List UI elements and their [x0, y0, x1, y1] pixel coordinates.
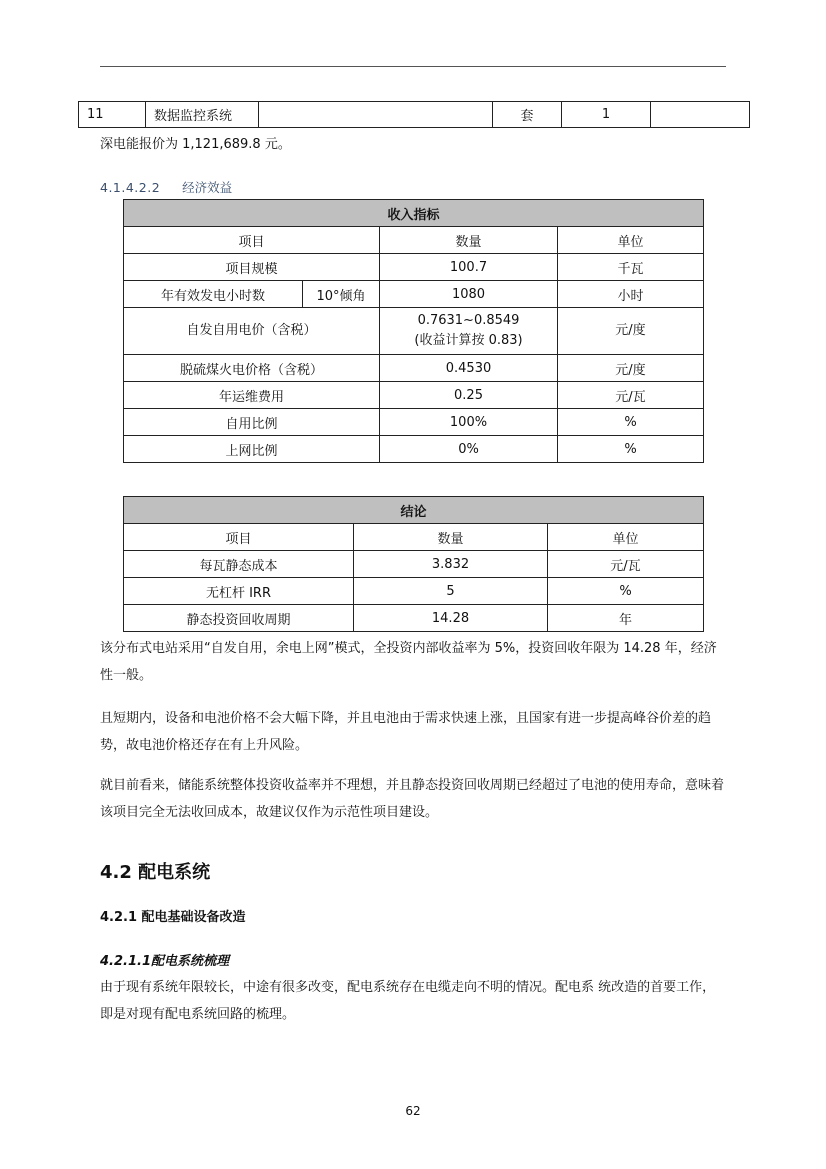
paragraph-recommendation: 就目前看来，储能系统整体投资收益率并不理想，并且静态投资回收周期已经超过了电池的使用寿命，意味着该项目完全无法收回成本，故建议仅作为示范性项目建设。	[100, 778, 725, 820]
row-value: 0%	[380, 436, 558, 463]
row-value: 0.7631~0.8549	[417, 313, 520, 328]
row-value: 14.28	[354, 605, 548, 632]
row-item: 无杠杆 IRR	[124, 578, 354, 605]
header-value: 数量	[354, 524, 548, 551]
table-row	[124, 308, 704, 355]
row-value: 0.25	[380, 382, 558, 409]
header-value: 数量	[380, 227, 558, 254]
income-table	[123, 199, 704, 463]
table-row	[124, 382, 704, 409]
heading-section: 4.2 配电系统	[100, 862, 211, 883]
header-unit: 单位	[548, 524, 704, 551]
table-row	[124, 281, 704, 308]
row-item: 每瓦静态成本	[124, 551, 354, 578]
row-unit: 小时	[558, 281, 704, 308]
conclusion-table-title: 结论	[124, 497, 704, 524]
row-unit: 元/瓦	[548, 551, 704, 578]
table-row	[124, 578, 704, 605]
row-item: 年运维费用	[124, 382, 380, 409]
paragraph-risk: 且短期内，设备和电池价格不会大幅下降，并且电池由于需求快速上涨，且国家有进一步提高峰谷价差的趋势，故电池价格还存在有上升风险。	[100, 711, 712, 753]
cell-spec	[259, 102, 493, 128]
price-text: 深电能报价为 1,121,689.8 元。	[100, 137, 291, 152]
equipment-table	[78, 101, 750, 128]
row-value-note: (收益计算按 0.83)	[414, 333, 523, 348]
header-rule	[100, 66, 726, 67]
row-value: 0.4530	[380, 355, 558, 382]
paragraph-summary: 该分布式电站采用“自发自用，余电上网”模式，全投资内部收益率为 5%，投资回收年限为 14.28 年，经济性一般。	[100, 641, 717, 683]
row-value: 5	[354, 578, 548, 605]
row-value: 100.7	[380, 254, 558, 281]
row-unit: 千瓦	[558, 254, 704, 281]
row-unit: %	[558, 409, 704, 436]
row-unit: 元/度	[558, 308, 704, 355]
cell-name: 数据监控系统	[146, 102, 259, 128]
row-sub: 10°倾角	[303, 281, 380, 308]
table-header-row	[124, 227, 704, 254]
table-row	[79, 102, 750, 128]
section-title: 经济效益	[182, 180, 233, 195]
row-value: 100%	[380, 409, 558, 436]
row-item: 脱硫煤火电价格（含税）	[124, 355, 380, 382]
row-item: 静态投资回收周期	[124, 605, 354, 632]
row-value: 3.832	[354, 551, 548, 578]
row-unit: 元/瓦	[558, 382, 704, 409]
row-unit: 元/度	[558, 355, 704, 382]
row-item: 自用比例	[124, 409, 380, 436]
row-value-cell	[380, 308, 558, 355]
row-unit: 年	[548, 605, 704, 632]
row-unit: %	[548, 578, 704, 605]
row-item: 自发自用电价（含税）	[124, 308, 380, 355]
conclusion-table	[123, 496, 704, 632]
heading-subsubsection: 4.2.1.1配电系统梳理	[100, 954, 229, 969]
table-row	[124, 605, 704, 632]
cell-qty: 1	[562, 102, 651, 128]
table-header-row	[124, 524, 704, 551]
row-value: 1080	[380, 281, 558, 308]
table-row	[124, 355, 704, 382]
cell-unit: 套	[493, 102, 562, 128]
page-number: 62	[405, 1104, 421, 1118]
table-row	[124, 551, 704, 578]
cell-remark	[651, 102, 750, 128]
heading-subsection: 4.2.1 配电基础设备改造	[100, 910, 246, 925]
header-item: 项目	[124, 227, 380, 254]
cell-no: 11	[79, 102, 146, 128]
paragraph-distribution: 由于现有系统年限较长，中途有很多改变，配电系统存在电缆走向不明的情况。配电系 统改造的首要工作，即是对现有配电系统回路的梳理。	[100, 980, 716, 1022]
header-item: 项目	[124, 524, 354, 551]
table-row	[124, 254, 704, 281]
table-row	[124, 436, 704, 463]
row-item: 上网比例	[124, 436, 380, 463]
header-unit: 单位	[558, 227, 704, 254]
table-row	[124, 409, 704, 436]
row-unit: %	[558, 436, 704, 463]
row-item: 年有效发电小时数	[124, 281, 303, 308]
income-table-title: 收入指标	[124, 200, 704, 227]
row-item: 项目规模	[124, 254, 380, 281]
section-number: 4.1.4.2.2	[100, 180, 161, 195]
section-heading	[100, 178, 232, 196]
